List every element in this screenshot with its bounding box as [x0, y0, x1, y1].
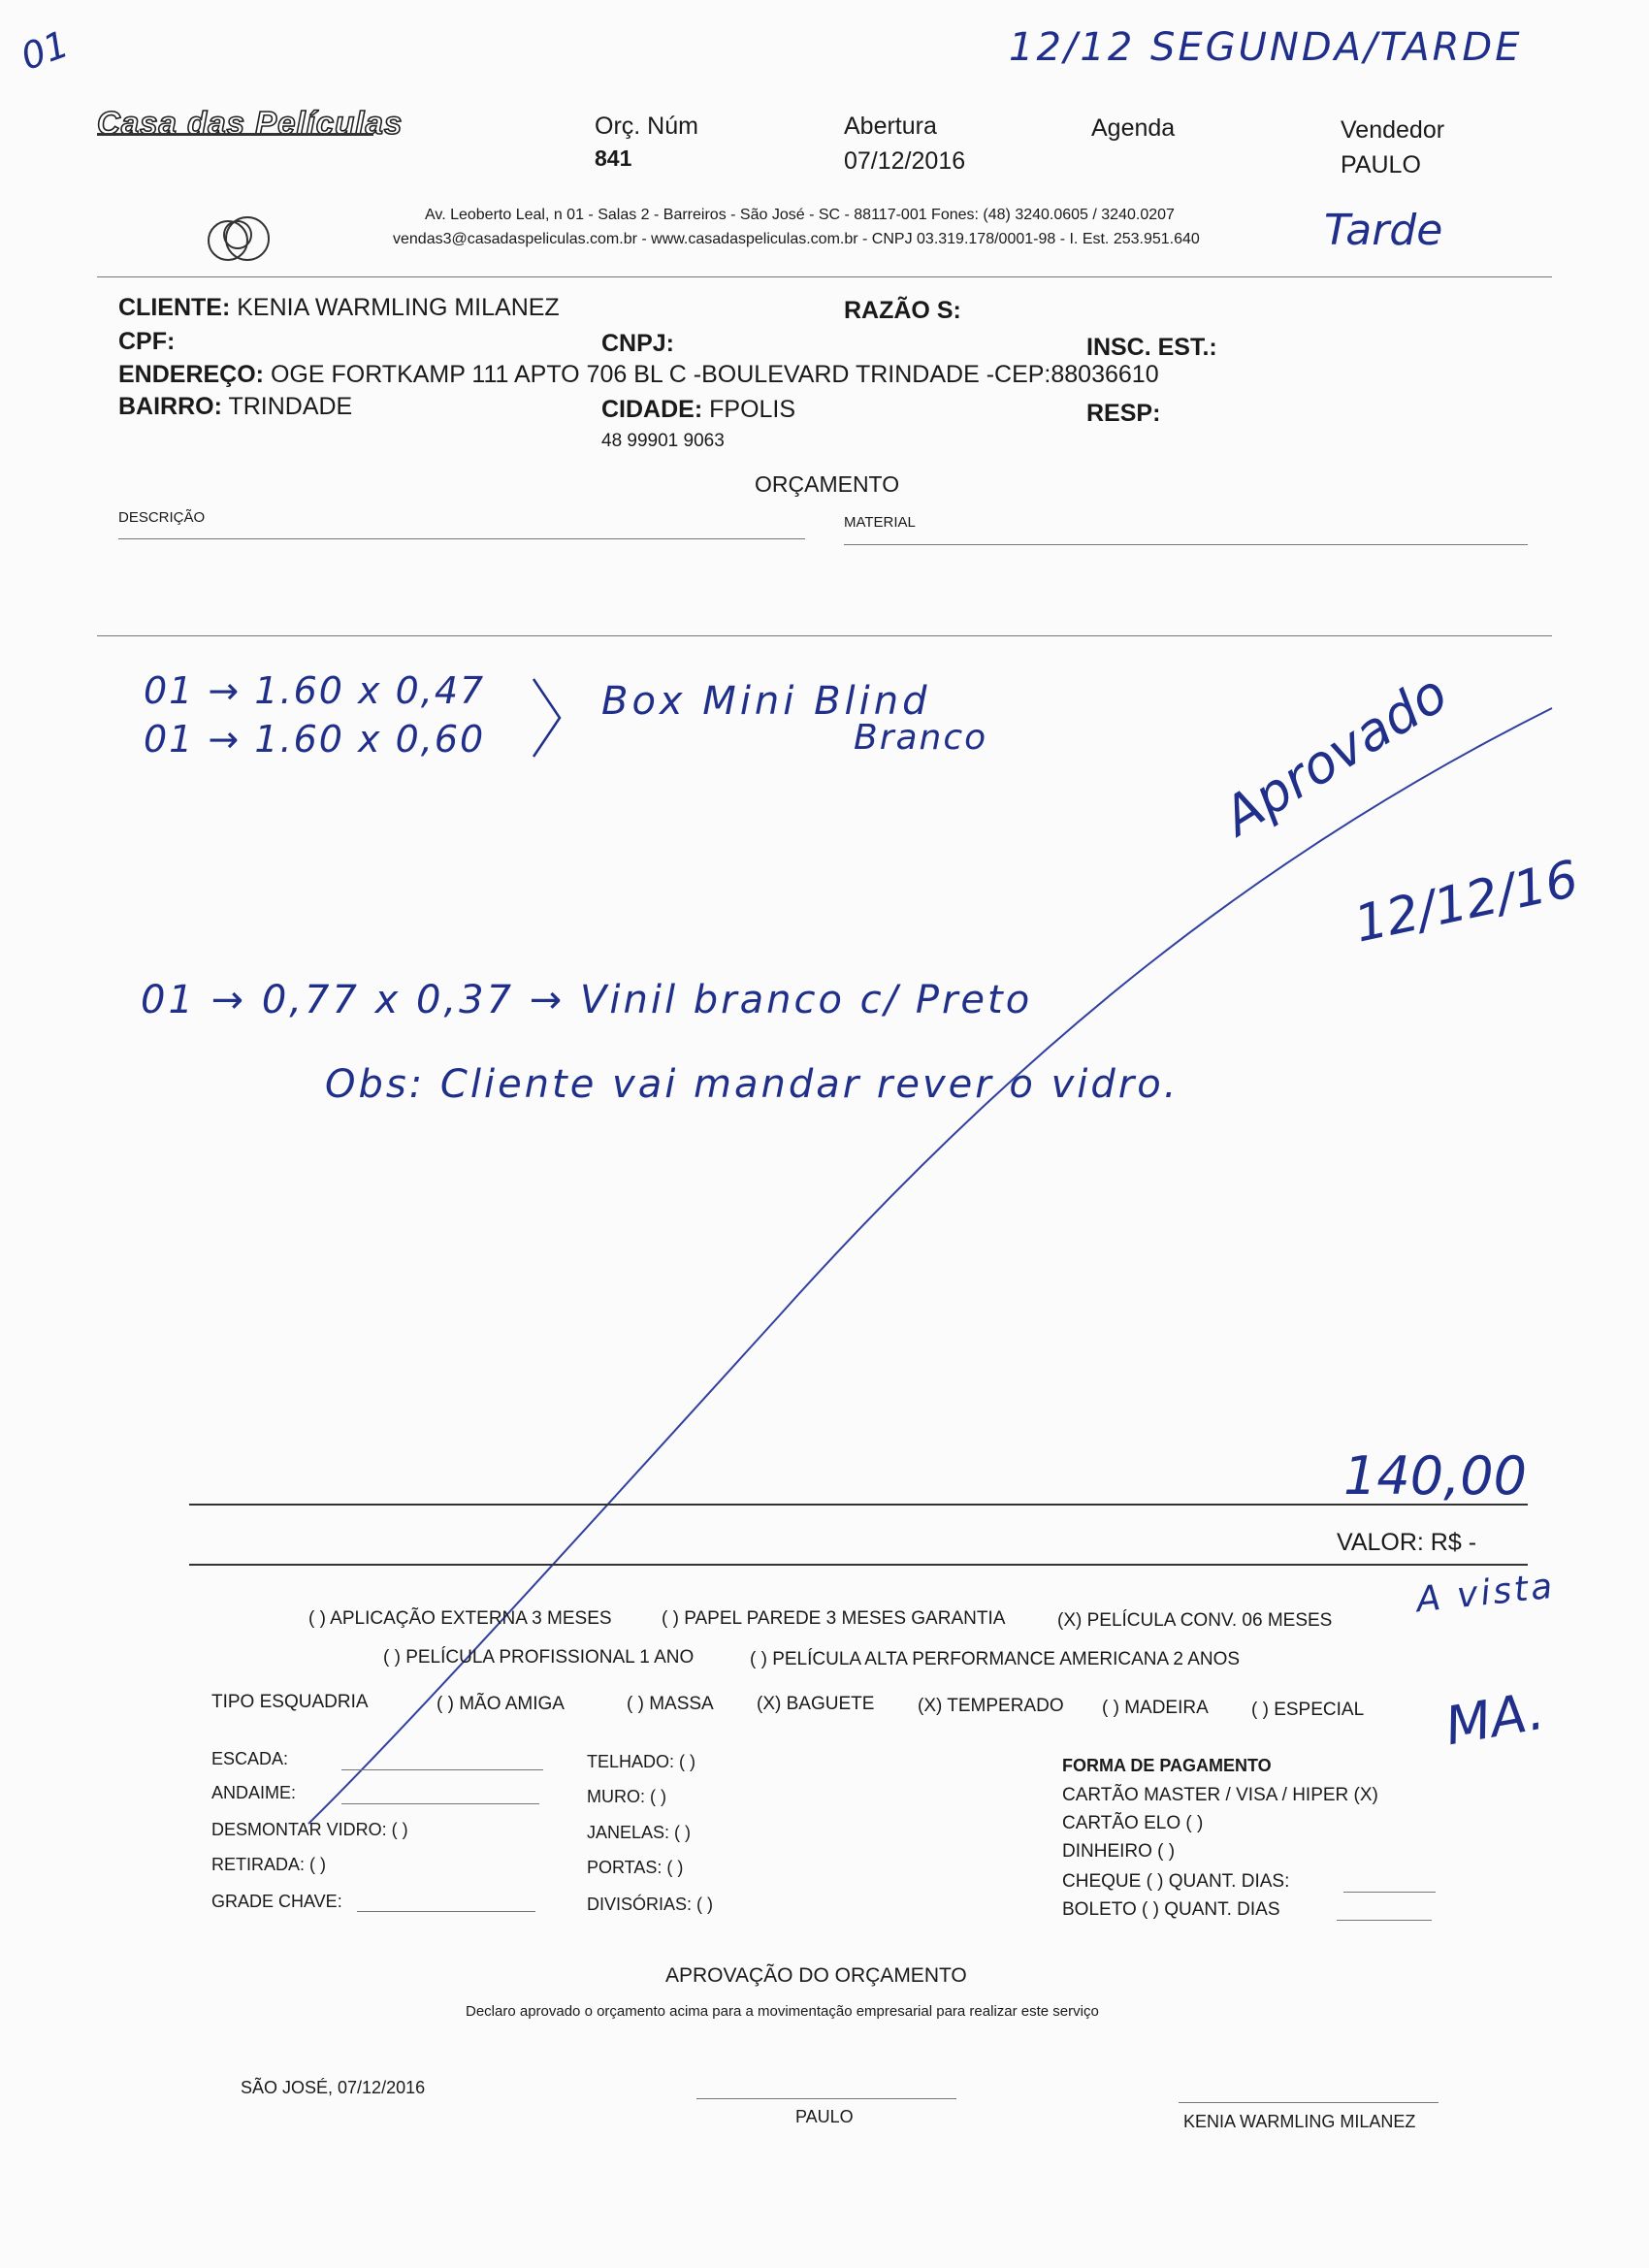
service-grade-chave: GRADE CHAVE:: [211, 1892, 342, 1911]
cidade-value: FPOLIS: [709, 396, 796, 423]
service-portas: PORTAS: ( ): [587, 1858, 684, 1877]
bairro-value: TRINDADE: [228, 393, 353, 420]
pagamento-cheque: CHEQUE ( ) QUANT. DIAS:: [1062, 1871, 1290, 1892]
descricao-label: DESCRIÇÃO: [118, 509, 206, 526]
service-andaime: ANDAIME:: [211, 1783, 297, 1802]
service-muro: MURO: ( ): [587, 1787, 666, 1806]
signature-line-2: [1179, 2102, 1439, 2103]
insc-label: INSC. EST.:: [1086, 334, 1217, 361]
esquadria-massa: ( ) MASSA: [627, 1694, 714, 1714]
resp-label: RESP:: [1086, 400, 1161, 427]
pagamento-dinheiro: DINHEIRO ( ): [1062, 1841, 1176, 1862]
approval-date: 12/12/16: [1349, 850, 1584, 955]
boleto-dias-line: [1337, 1920, 1432, 1921]
vendedor-label: Vendedor: [1341, 116, 1445, 144]
cpf-label: CPF:: [118, 328, 176, 355]
handwritten-initials: MA.: [1440, 1679, 1549, 1758]
esquadria-temperado: (X) TEMPERADO: [918, 1696, 1064, 1716]
signature-name-2: KENIA WARMLING MILANEZ: [1183, 2112, 1416, 2131]
signature-name-1: PAULO: [795, 2107, 854, 2126]
cheque-dias-line: [1343, 1892, 1436, 1893]
service-escada: ESCADA:: [211, 1749, 289, 1768]
agenda-label: Agenda: [1091, 114, 1176, 142]
pagamento-boleto: BOLETO ( ) QUANT. DIAS: [1062, 1899, 1280, 1920]
order-number-value: 841: [595, 146, 632, 171]
header-handwritten-note: 12/12 SEGUNDA/TARDE: [1009, 25, 1523, 70]
abertura-label: Abertura: [844, 113, 937, 140]
client-phone: 48 99901 9063: [601, 431, 725, 451]
avista-note: A vista: [1414, 1566, 1558, 1621]
material-line-2: Branco: [854, 718, 988, 758]
endereco-label: ENDEREÇO:: [118, 361, 265, 388]
aprovacao-title: APROVAÇÃO DO ORÇAMENTO: [665, 1964, 967, 1987]
esquadria-especial: ( ) ESPECIAL: [1251, 1700, 1365, 1720]
aprovacao-text: Declaro aprovado o orçamento acima para a movimentação empresarial para realizar este serviço: [466, 2003, 1099, 2020]
grade-chave-line: [357, 1911, 535, 1912]
value-line-top: [189, 1504, 1528, 1506]
cnpj-label: CNPJ:: [601, 330, 675, 357]
option-externa: ( ) APLICAÇÃO EXTERNA 3 MESES: [308, 1608, 612, 1629]
period-handwritten: Tarde: [1324, 206, 1443, 255]
material-line-1: Box Mini Blind: [601, 679, 931, 724]
option-pelicula-profissional: ( ) PELÍCULA PROFISSIONAL 1 ANO: [383, 1647, 695, 1668]
item-line-1: 01 → 1.60 x 0,47: [144, 669, 486, 712]
razao-label: RAZÃO S:: [844, 297, 961, 324]
option-papel-parede: ( ) PAPEL PAREDE 3 MESES GARANTIA: [662, 1608, 1006, 1629]
service-divisorias: DIVISÓRIAS: ( ): [587, 1895, 714, 1914]
obs-note: Obs: Cliente vai mandar rever o vidro.: [325, 1062, 1180, 1107]
pagamento-title: FORMA DE PAGAMENTO: [1062, 1756, 1272, 1775]
esquadria-mao-amiga: ( ) MÃO AMIGA: [436, 1694, 565, 1714]
cliente-value: KENIA WARMLING MILANEZ: [237, 294, 560, 321]
abertura-value: 07/12/2016: [844, 147, 966, 175]
option-pelicula-conv: (X) PELÍCULA CONV. 06 MESES: [1057, 1610, 1333, 1631]
service-telhado: TELHADO: ( ): [587, 1752, 696, 1771]
vendedor-value: PAULO: [1341, 151, 1421, 178]
cidade-label: CIDADE:: [601, 396, 703, 423]
option-alta-performance: ( ) PELÍCULA ALTA PERFORMANCE AMERICANA 2 ANOS: [750, 1649, 1241, 1669]
item-line-2: 01 → 1.60 x 0,60: [144, 718, 486, 761]
place-date: SÃO JOSÉ, 07/12/2016: [241, 2078, 426, 2097]
company-contact: vendas3@casadaspeliculas.com.br - www.casadaspeliculas.com.br - CNPJ 03.319.178/0001-98 - I. Est. 253.951.640: [393, 231, 1200, 247]
order-number-label: Orç. Núm: [595, 113, 698, 140]
pagamento-cartao-master: CARTÃO MASTER / VISA / HIPER (X): [1062, 1785, 1378, 1805]
esquadria-label: TIPO ESQUADRIA: [211, 1692, 369, 1712]
escada-line: [341, 1769, 543, 1770]
company-address: Av. Leoberto Leal, n 01 - Salas 2 - Barreiros - São José - SC - 88117-001 Fones: (48) 3240.0605 / 3240.0207: [425, 207, 1175, 223]
approval-signature: Aprovado: [1212, 662, 1458, 848]
service-janelas: JANELAS: ( ): [587, 1823, 692, 1842]
valor-label: VALOR: R$ -: [1337, 1529, 1477, 1556]
service-retirada: RETIRADA: ( ): [211, 1855, 327, 1874]
company-logo: Casa das Películas: [97, 105, 404, 141]
service-desmontar-vidro: DESMONTAR VIDRO: ( ): [211, 1820, 408, 1839]
item-line-3: 01 → 0,77 x 0,37 → Vinil branco c/ Preto: [141, 978, 1033, 1022]
material-label: MATERIAL: [844, 514, 916, 531]
esquadria-baguete: (X) BAGUETE: [757, 1694, 875, 1714]
endereco-value: OGE FORTKAMP 111 APTO 706 BL C -BOULEVARD TRINDADE -CEP:88036610: [270, 361, 1159, 388]
cliente-label: CLIENTE:: [118, 294, 231, 321]
bairro-label: BAIRRO:: [118, 393, 222, 420]
handwritten-value: 140,00: [1343, 1445, 1527, 1507]
value-line-bottom: [189, 1564, 1528, 1566]
orcamento-title: ORÇAMENTO: [755, 471, 900, 497]
esquadria-madeira: ( ) MADEIRA: [1102, 1698, 1209, 1718]
corner-mark: 01: [15, 22, 75, 79]
andaime-line: [341, 1803, 539, 1804]
signature-line-1: [696, 2098, 956, 2099]
pagamento-cartao-elo: CARTÃO ELO ( ): [1062, 1813, 1204, 1833]
